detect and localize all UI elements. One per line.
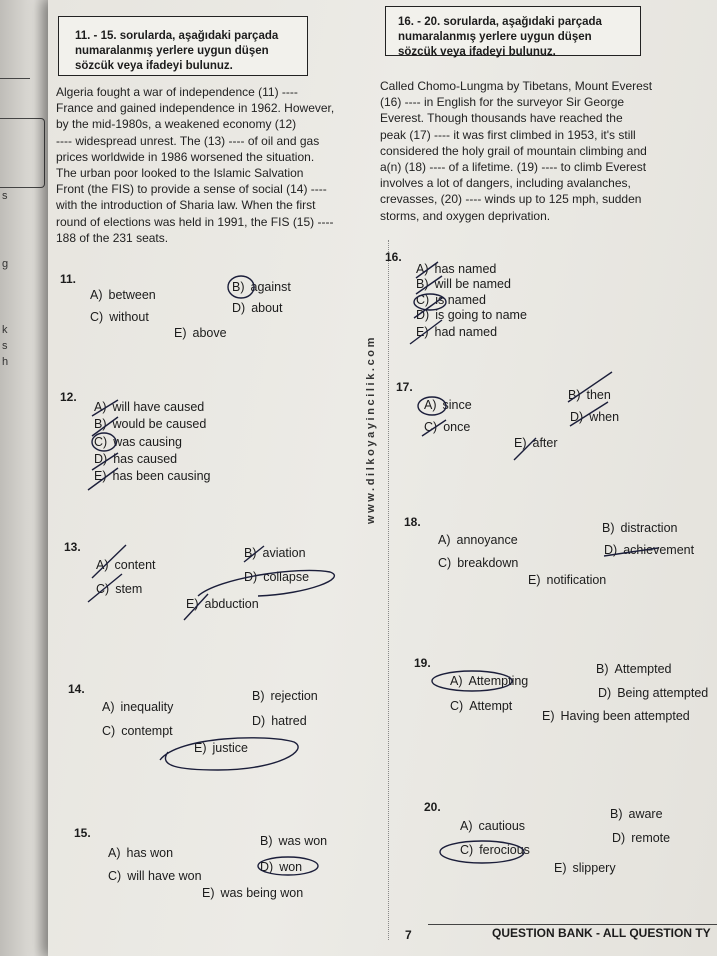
option-letter: D) bbox=[252, 714, 266, 728]
adjacent-page-text: s bbox=[2, 190, 8, 202]
question-number: 20. bbox=[424, 800, 441, 814]
option-text: stem bbox=[115, 582, 143, 596]
option-e[interactable] bbox=[194, 741, 248, 755]
option-letter: A) bbox=[450, 674, 463, 688]
option-a[interactable] bbox=[450, 674, 528, 688]
question-number: 12. bbox=[60, 390, 77, 404]
passage-line: involves a lot of dangers, including avalanches, bbox=[380, 176, 631, 191]
option-text: aviation bbox=[262, 546, 306, 560]
option-a[interactable] bbox=[96, 558, 156, 572]
question-number: 11. bbox=[60, 272, 77, 286]
option-text: was won bbox=[278, 834, 328, 848]
option-letter: C) bbox=[416, 293, 430, 307]
passage-line: ---- widespread unrest. The (13) ---- of oil and gas bbox=[56, 133, 320, 148]
option-e[interactable] bbox=[528, 573, 606, 587]
option-e[interactable] bbox=[554, 861, 616, 875]
option-letter: C) bbox=[102, 724, 116, 738]
adjacent-page-text: h bbox=[2, 356, 9, 368]
option-b[interactable] bbox=[260, 834, 327, 848]
option-text: abduction bbox=[204, 597, 259, 611]
passage-line: Front (the FIS) to provide a sense of social (14) ---- bbox=[56, 182, 327, 197]
option-d[interactable] bbox=[604, 543, 694, 557]
option-text: is named bbox=[435, 293, 486, 307]
question-number: 16. bbox=[385, 250, 402, 264]
option-letter: D) bbox=[244, 570, 258, 584]
passage-line: prices worldwide in 1986 worsened the situation. bbox=[56, 149, 315, 164]
question-number: 18. bbox=[404, 515, 421, 529]
option-e[interactable] bbox=[202, 886, 303, 900]
option-letter: E) bbox=[186, 597, 199, 611]
option-text: without bbox=[109, 310, 149, 324]
option-text: above bbox=[192, 326, 227, 340]
question-number: 13. bbox=[64, 540, 81, 554]
option-a[interactable] bbox=[438, 533, 518, 547]
passage-line: 188 of the 231 seats. bbox=[56, 230, 169, 245]
option-text: when bbox=[589, 410, 620, 424]
option-a[interactable] bbox=[108, 846, 173, 860]
adjacent-page-text: s bbox=[2, 340, 8, 352]
option-d[interactable] bbox=[244, 570, 309, 584]
option-a[interactable] bbox=[102, 700, 173, 714]
option-b[interactable] bbox=[244, 546, 306, 560]
option-text: since bbox=[442, 398, 472, 412]
option-c[interactable] bbox=[94, 435, 182, 449]
option-c[interactable] bbox=[90, 310, 149, 324]
option-c[interactable] bbox=[424, 420, 470, 434]
footer-rule bbox=[428, 924, 717, 925]
option-b[interactable] bbox=[94, 417, 206, 431]
option-text: has named bbox=[434, 262, 497, 276]
instructions-box-16-20: 16. - 20. sorularda, aşağıdaki parçada numaralanmış yerlere uygun düşen sözcük veya ifadeyi bulunuz. bbox=[385, 6, 641, 56]
option-letter: C) bbox=[96, 582, 110, 596]
option-d[interactable] bbox=[570, 410, 619, 424]
option-d[interactable] bbox=[94, 452, 177, 466]
option-letter: A) bbox=[94, 400, 107, 414]
passage-line: Called Chomo-Lungma by Tibetans, Mount Everest bbox=[380, 79, 653, 93]
option-letter: A) bbox=[416, 262, 429, 276]
passage-line: France and gained independence in 1962. However, bbox=[56, 101, 335, 116]
passage-line: storms, and oxygen deprivation. bbox=[380, 208, 551, 223]
option-text: cautious bbox=[478, 819, 526, 833]
option-text: Being attempted bbox=[617, 686, 709, 700]
option-text: about bbox=[251, 301, 283, 315]
option-letter: A) bbox=[460, 819, 473, 833]
option-text: had named bbox=[434, 325, 498, 339]
option-letter: B) bbox=[416, 277, 429, 291]
option-text: Attempt bbox=[469, 699, 513, 713]
option-letter: E) bbox=[514, 436, 527, 450]
option-text: was being won bbox=[220, 886, 304, 900]
option-letter: B) bbox=[596, 662, 609, 676]
option-text: notification bbox=[546, 573, 607, 587]
option-e[interactable] bbox=[174, 326, 227, 340]
option-text: will be named bbox=[434, 277, 511, 291]
option-text: was causing bbox=[113, 435, 182, 449]
option-b[interactable] bbox=[568, 388, 611, 402]
publisher-website: www.dilkoyayincilik.com bbox=[365, 335, 377, 525]
option-text: has won bbox=[126, 846, 174, 860]
passage-line: Algeria fought a war of independence (11) ---- bbox=[56, 85, 298, 99]
option-b[interactable] bbox=[232, 280, 291, 294]
option-letter: C) bbox=[94, 435, 108, 449]
option-b[interactable] bbox=[252, 689, 318, 703]
option-letter: B) bbox=[232, 280, 245, 294]
option-letter: E) bbox=[416, 325, 429, 339]
option-text: against bbox=[250, 280, 291, 294]
option-text: will have won bbox=[127, 869, 202, 883]
option-e[interactable] bbox=[94, 469, 211, 483]
option-letter: D) bbox=[416, 308, 430, 322]
passage-line: round of elections was held in 1991, the FIS (15) ---- bbox=[56, 214, 334, 229]
option-letter: B) bbox=[610, 807, 623, 821]
passage-line: a(n) (18) ---- of a lifetime. (19) ---- to climb Everest bbox=[380, 160, 647, 175]
question-number: 14. bbox=[68, 682, 85, 696]
option-text: Having been attempted bbox=[560, 709, 690, 723]
option-text: rejection bbox=[270, 689, 318, 703]
option-letter: C) bbox=[450, 699, 464, 713]
passage-line: peak (17) ---- it was first climbed in 1953, it's still bbox=[380, 127, 636, 142]
option-c[interactable] bbox=[438, 556, 518, 570]
option-text: is going to name bbox=[435, 308, 527, 322]
option-letter: D) bbox=[232, 301, 246, 315]
option-c[interactable] bbox=[416, 293, 486, 307]
option-c[interactable] bbox=[460, 843, 530, 857]
option-text: then bbox=[586, 388, 611, 402]
option-text: aware bbox=[628, 807, 663, 821]
option-letter: E) bbox=[528, 573, 541, 587]
option-text: remote bbox=[631, 831, 671, 845]
option-e[interactable] bbox=[416, 325, 497, 339]
column-divider bbox=[388, 240, 389, 940]
passage-everest bbox=[380, 78, 672, 224]
option-text: after bbox=[532, 436, 558, 450]
option-text: won bbox=[279, 860, 303, 874]
option-letter: E) bbox=[554, 861, 567, 875]
option-e[interactable] bbox=[186, 597, 259, 611]
option-letter: A) bbox=[90, 288, 103, 302]
option-text: distraction bbox=[620, 521, 678, 535]
option-e[interactable] bbox=[514, 436, 558, 450]
option-letter: E) bbox=[94, 469, 107, 483]
option-text: hatred bbox=[271, 714, 307, 728]
adjacent-page-text: k bbox=[2, 324, 8, 336]
page-number: 7 bbox=[405, 928, 412, 942]
adjacent-page-box bbox=[0, 118, 45, 188]
option-text: achievement bbox=[623, 543, 695, 557]
option-c[interactable] bbox=[102, 724, 173, 738]
option-letter: A) bbox=[96, 558, 109, 572]
option-letter: C) bbox=[90, 310, 104, 324]
option-text: will have caused bbox=[112, 400, 205, 414]
option-letter: B) bbox=[568, 388, 581, 402]
question-number: 19. bbox=[414, 656, 431, 670]
option-letter: A) bbox=[438, 533, 451, 547]
option-letter: C) bbox=[438, 556, 452, 570]
passage-line: (16) ---- in English for the surveyor Sir George bbox=[380, 95, 625, 110]
option-a[interactable] bbox=[90, 288, 156, 302]
adjacent-page-box bbox=[0, 30, 30, 79]
option-letter: C) bbox=[460, 843, 474, 857]
question-number: 17. bbox=[396, 380, 413, 394]
option-d[interactable] bbox=[416, 308, 527, 322]
option-a[interactable] bbox=[416, 262, 496, 276]
instructions-box-11-15: 11. - 15. sorularda, aşağıdaki parçada numaralanmış yerlere uygun düşen sözcük veya ifadeyi bulunuz. bbox=[58, 16, 308, 76]
option-letter: D) bbox=[570, 410, 584, 424]
option-c[interactable] bbox=[96, 582, 142, 596]
option-letter: A) bbox=[424, 398, 437, 412]
option-c[interactable] bbox=[108, 869, 202, 883]
option-letter: B) bbox=[602, 521, 615, 535]
option-letter: D) bbox=[260, 860, 274, 874]
option-text: once bbox=[443, 420, 471, 434]
option-letter: C) bbox=[424, 420, 438, 434]
option-d[interactable] bbox=[232, 301, 282, 315]
option-text: Attempting bbox=[468, 674, 529, 688]
option-text: Attempted bbox=[614, 662, 672, 676]
option-text: justice bbox=[212, 741, 248, 755]
passage-algeria bbox=[56, 84, 348, 246]
option-text: between bbox=[108, 288, 156, 302]
option-text: ferocious bbox=[479, 843, 530, 857]
option-text: collapse bbox=[263, 570, 310, 584]
option-letter: D) bbox=[598, 686, 612, 700]
option-text: would be caused bbox=[112, 417, 207, 431]
option-letter: E) bbox=[194, 741, 207, 755]
option-text: breakdown bbox=[457, 556, 519, 570]
option-letter: E) bbox=[174, 326, 187, 340]
option-letter: A) bbox=[108, 846, 121, 860]
option-letter: C) bbox=[108, 869, 122, 883]
option-letter: E) bbox=[542, 709, 555, 723]
option-b[interactable] bbox=[602, 521, 677, 535]
option-letter: D) bbox=[604, 543, 618, 557]
option-text: has been causing bbox=[112, 469, 211, 483]
passage-line: considered the holy grail of mountain climbing and bbox=[380, 143, 647, 158]
option-letter: D) bbox=[612, 831, 626, 845]
passage-line: The urban poor looked to the Islamic Salvation bbox=[56, 166, 304, 181]
option-b[interactable] bbox=[416, 277, 511, 291]
adjacent-page-text: g bbox=[2, 258, 9, 270]
option-b[interactable] bbox=[596, 662, 671, 676]
passage-line: crevasses, (20) ---- winds up to 125 mph, sudden bbox=[380, 192, 642, 207]
option-a[interactable] bbox=[460, 819, 525, 833]
option-text: content bbox=[114, 558, 156, 572]
option-text: annoyance bbox=[456, 533, 518, 547]
option-text: slippery bbox=[572, 861, 616, 875]
question-number: 15. bbox=[74, 826, 91, 840]
passage-line: by the mid-1980s, a weakened economy (12) bbox=[56, 117, 297, 132]
footer-title: QUESTION BANK - ALL QUESTION TY bbox=[492, 926, 711, 940]
option-letter: B) bbox=[94, 417, 107, 431]
option-c[interactable] bbox=[450, 699, 512, 713]
adjacent-page-edge bbox=[0, 0, 48, 956]
option-a[interactable] bbox=[424, 398, 472, 412]
option-a[interactable] bbox=[94, 400, 204, 414]
option-d[interactable] bbox=[598, 686, 708, 700]
option-letter: E) bbox=[202, 886, 215, 900]
option-letter: B) bbox=[244, 546, 257, 560]
option-d[interactable] bbox=[260, 860, 302, 874]
passage-line: Everest. Though thousands have reached the bbox=[380, 111, 623, 126]
option-b[interactable] bbox=[610, 807, 663, 821]
option-letter: D) bbox=[94, 452, 108, 466]
option-letter: B) bbox=[260, 834, 273, 848]
option-letter: B) bbox=[252, 689, 265, 703]
workbook-page bbox=[48, 0, 717, 956]
option-d[interactable] bbox=[612, 831, 670, 845]
option-text: inequality bbox=[120, 700, 174, 714]
option-text: has caused bbox=[113, 452, 178, 466]
option-d[interactable] bbox=[252, 714, 307, 728]
option-text: contempt bbox=[121, 724, 173, 738]
option-e[interactable] bbox=[542, 709, 690, 723]
passage-line: with the introduction of Sharia law. When the first bbox=[56, 198, 316, 213]
option-letter: A) bbox=[102, 700, 115, 714]
